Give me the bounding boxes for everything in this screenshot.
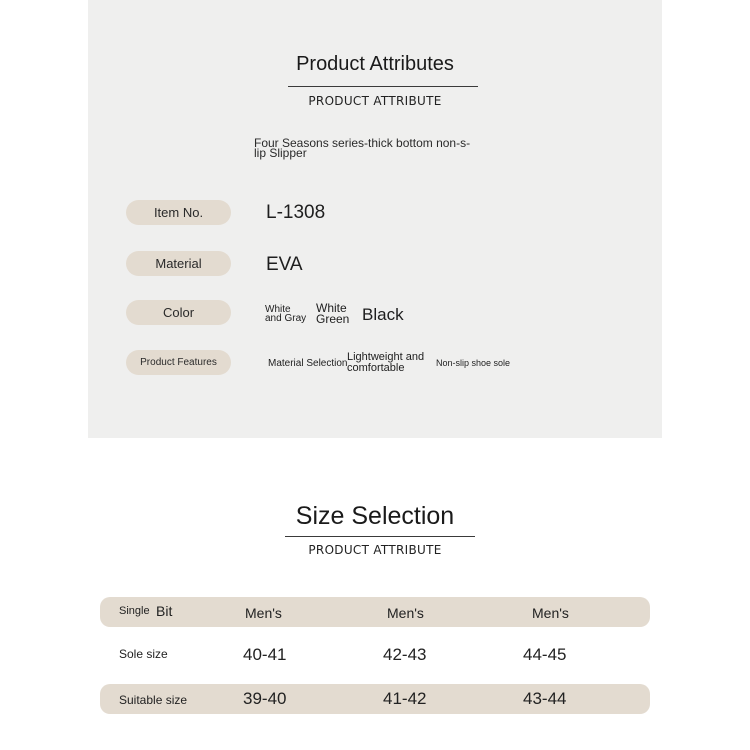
color-black: Black (362, 305, 404, 324)
description-line-1: Four Seasons series-thick bottom non-s- (254, 136, 471, 150)
color-white-gray (265, 305, 306, 323)
sole-size-label: Sole size (119, 647, 168, 661)
suitable-size-3: 43-44 (523, 689, 567, 708)
color-white-green (316, 303, 349, 325)
product-description (254, 138, 504, 158)
suitable-size-label: Suitable size (119, 693, 188, 707)
feature-non-slip: Non-slip shoe sole (436, 358, 511, 368)
sole-size-1: 40-41 (243, 645, 287, 664)
header-single: Single (119, 605, 150, 617)
material-label: Material (126, 251, 231, 276)
suitable-size-1: 39-40 (243, 689, 287, 708)
features-label: Product Features (126, 350, 231, 375)
feature-2-line-1: Lightweight and (347, 351, 425, 363)
item-no-label: Item No. (126, 200, 231, 225)
size-title-rule (285, 536, 475, 537)
color-1-line-1: White (265, 304, 291, 315)
color-1-line-2: and Gray (265, 313, 307, 324)
size-title: Size Selection (295, 502, 455, 530)
column-mens-3: Men's (532, 605, 569, 621)
color-2-line-1: White (316, 301, 347, 315)
column-mens-2: Men's (387, 605, 424, 621)
header-bit: Bit (156, 603, 173, 619)
color-label: Color (126, 300, 231, 325)
description-line-2: lip Slipper (254, 146, 307, 160)
column-mens-1: Men's (245, 605, 282, 621)
material-value: EVA (266, 254, 303, 275)
attributes-title-rule (288, 86, 478, 87)
feature-2-line-2: comfortable (347, 362, 405, 374)
attributes-subtitle: PRODUCT ATTRIBUTE (308, 94, 442, 108)
feature-material-selection: Material Selection (268, 358, 348, 369)
sole-size-2: 42-43 (383, 645, 427, 664)
size-subtitle: PRODUCT ATTRIBUTE (308, 543, 442, 557)
suitable-size-2: 41-42 (383, 689, 427, 708)
feature-lightweight (347, 352, 424, 374)
color-2-line-2: Green (316, 312, 350, 326)
attributes-title: Product Attributes (296, 53, 454, 75)
sole-size-3: 44-45 (523, 645, 567, 664)
item-no-value: L-1308 (266, 202, 326, 223)
